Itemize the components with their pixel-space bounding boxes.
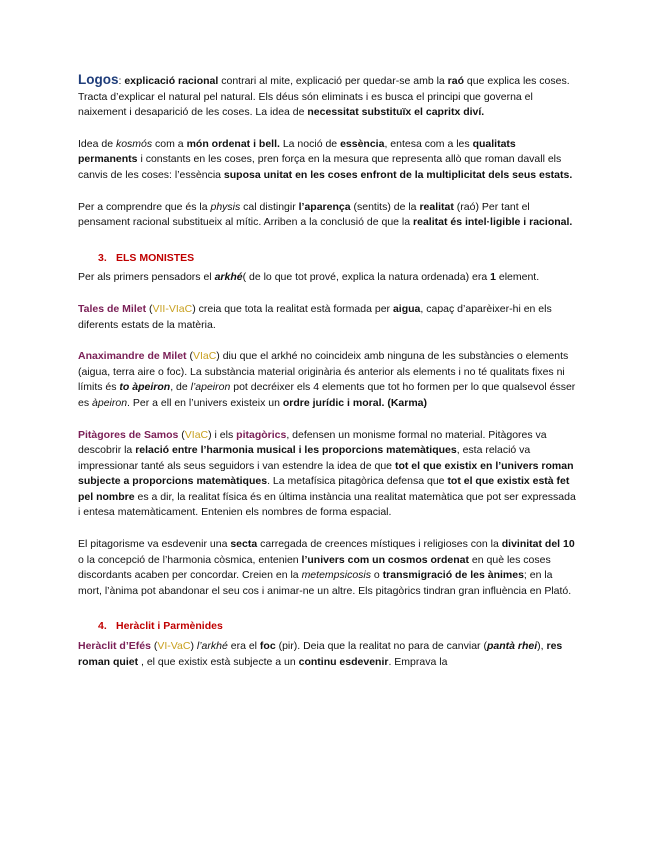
italic-text: kosmós [115,137,153,150]
bold-text: tot el que existix està fet pel nombre [78,475,570,503]
text: , de [170,381,191,394]
text: (sentits) de la [350,200,420,213]
text: : [118,75,125,87]
paragraph-heraclit [78,639,578,670]
bold-text: foc [259,640,276,653]
text: ; en la mort, l’ànima pot abandonar el seu cos i animar-ne un altre. Els pitagòrics tindran gran influència en Plató. [78,569,572,597]
paragraph-physis [78,200,578,231]
paragraph-kosmos [78,137,578,184]
italic-text: l’arkhé [196,640,228,653]
text: que explica les coses. Tracta d’explicar el natural pel natural. Els déus són eliminats i es busca el principi que governa el naixement i desaparició de les coses. La idea de [78,75,570,119]
text: (raó) Per tant el pensament racional substitueix al mític. Arriben a la conclusió de que la [78,200,530,229]
text: . Emprava la [388,655,448,668]
bold-text: relació entre l’harmonia musical i les proporcions matemàtiques [135,444,457,457]
philosopher-name: Tales de Milet [78,302,147,315]
bold-text: ordre jurídic i moral. (Karma) [282,396,427,409]
paragraph-tales [78,302,578,333]
heading-number: 3. [98,251,107,264]
italic-text: physis [210,200,241,213]
italic-text: l’apeiron [190,381,231,394]
philosopher-name: Heràclit d’Efés [78,640,151,653]
date-label: VII-VIaC [152,302,193,315]
bold-text: raó [447,75,465,87]
bold-text: divinitat del 10 [501,538,575,551]
bold-text: 1 [490,271,496,284]
text: La noció de [279,137,341,150]
date-label: VIaC [192,350,217,363]
text: ) i els [208,428,237,441]
school-name: pitagòrics [236,428,287,441]
text: Per a comprendre que és la [78,200,211,213]
bold-text: transmigració de les ànimes [382,569,524,582]
text: , defensen un monisme formal no material. Pitàgores va descobrir la [78,428,547,457]
text: . Per a ell en l’univers existeix un [127,396,283,409]
text: ) diu que el arkhé no coincideix amb ninguna de les substàncies o elements (aigua, terra aire o foc). La substància material originària és anterior als elements i no té qualitats fixes ni límits és [78,350,569,394]
section-heading-heraclit [98,619,578,635]
text: ), [537,640,547,653]
philosopher-name: Anaximandre de Milet [78,350,187,363]
bold-text: qualitats permanents [78,137,516,166]
text: pot decréixer els 4 elements que tot ho formen per lo que qualsevol ésser es [78,381,576,409]
date-label: VI-VaC [157,640,191,653]
bold-text: realitat és intel·ligible i racional. [413,216,573,229]
bold-text: món ordenat i bell. [186,137,280,150]
text: , entesa com a les [384,137,473,150]
bold-text: essència [340,137,385,150]
paragraph-arkhe [78,270,578,286]
bold-text: aigua [392,302,421,315]
paragraph-logos [78,72,578,121]
text: ) [190,640,197,653]
term-logos: Logos [78,72,119,87]
text: en què les coses discordants acaben per concordar. Creien en la [78,553,551,582]
date-label: VIaC [184,428,209,441]
bold-italic-text: arkhé [214,271,243,284]
bold-italic-text: pantà rhei [486,640,538,653]
bold-text: secta [230,538,258,551]
text: o [371,569,383,582]
heading-title: ELS MONISTES [116,251,195,264]
text: cal distingir [240,200,299,213]
bold-text: res roman quiet [78,640,563,668]
text: , capaç d’aparèixer-hi en els diferents estats de la matèria. [78,302,552,331]
bold-text: necessitat substituïx el capritx diví. [307,106,485,119]
document-page [78,72,578,686]
text: contrari al mite, explicació per quedar-se amb la [218,75,448,87]
heading-number: 4. [98,620,107,633]
paragraph-anaximandre [78,349,578,411]
philosopher-name: Pitàgores de Samos [78,428,179,441]
text: Per als primers pensadors el [78,271,215,284]
bold-italic-text: to àpeiron [119,381,171,394]
bold-text: l’univers com un cosmos ordenat [301,553,470,566]
heading-title: Heràclit i Parmènides [116,620,223,633]
italic-text: metempsicosis [301,569,371,582]
paragraph-pitagores [78,428,578,522]
bold-text: continu esdevenir [298,655,389,668]
text: (pir). Deia que la realitat no para de canviar ( [275,640,487,653]
text: com a [152,137,187,150]
text: carregada de creences místiques i religioses con la [257,538,502,551]
text: , esta relació va impressionar tanté als seus seguidors i van estendre la idea de que [78,444,531,472]
text: ( [150,640,158,653]
text: es a dir, la realitat física és en última instància una realitat matemàtica que pot ser expressada i entesa matemàticament. Entenien els nombres de forma espacial. [78,490,576,519]
text: ( [178,428,185,441]
text: o la concepció de l’harmonia còsmica, entenien [78,553,302,566]
text: i constants en les coses, pren força en la mesura que representa allò que roman davall els canvis de les coses: l’essència [78,153,562,181]
section-heading-monistes [98,251,578,267]
bold-text: l’aparença [298,200,351,213]
text: ( de lo que tot prové, explica la natura ordenada) era [242,271,491,284]
text: ) creia que tota la realitat està formada per [192,302,393,315]
bold-text: realitat [419,200,454,213]
text: . La metafísica pitagòrica defensa que [267,475,448,488]
text: , el que existix està subjecte a un [138,655,299,668]
text: El pitagorisme va esdevenir una [78,538,231,551]
bold-text: explicació racional [124,75,219,87]
text: ( [186,350,193,363]
bold-text: tot el que existix en l’univers roman subjecte a proporcions matemàtiques [78,459,574,488]
text: element. [495,271,540,284]
text: era el [227,640,260,653]
text: ( [146,302,153,315]
bold-text: suposa unitat en les coses enfront de la multiplicitat dels seus estats. [223,168,573,181]
paragraph-pitagorisme [78,537,578,599]
text: Idea de [78,137,116,150]
italic-text: àpeiron [92,396,128,409]
